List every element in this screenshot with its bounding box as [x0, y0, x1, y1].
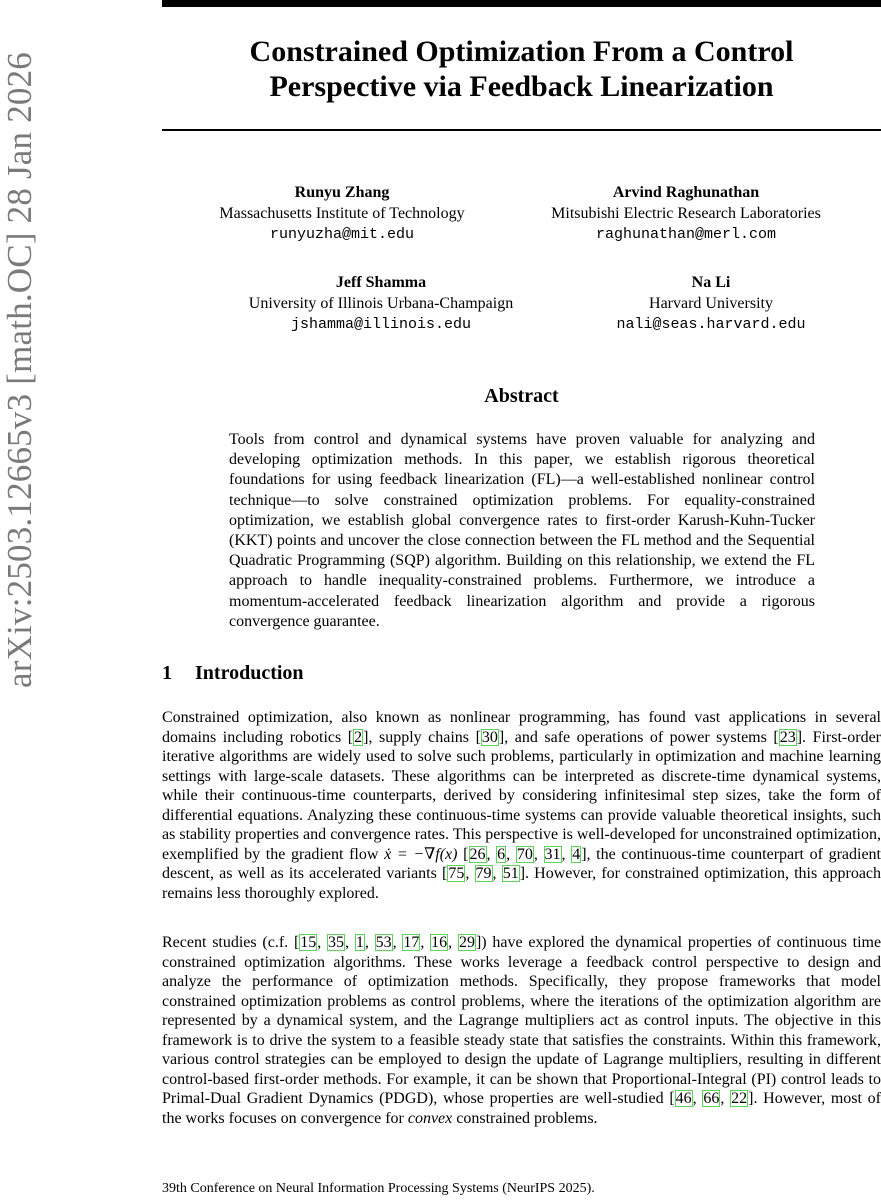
arxiv-stamp	[0, 0, 40, 740]
abstract-heading: Abstract	[484, 385, 559, 407]
section-title: Introduction	[195, 662, 304, 684]
intro-paragraph-2: Recent studies (c.f. [15, 35, 1, 53, 17, 16, 29]) have explored the dynamical properties of continuous time constrained optimization algorithms. These works leverage a feedback control perspective to design and analyze the performance of optimization methods. Specifically, they propose frameworks that model constrained optimization problems as control problems, where the iterations of the optimization algorithm are represented by a dynamical system, and the Lagrange multipliers act as control inputs. The objective in this framework is to drive the system to a feasible steady state that satisfies the constraints. Within this framework, various control strategies can be employed to design the update of Lagrange multipliers, resulting in different control-based first-order methods. For example, it can be shown that Proportional-Integral (PI) control leads to Primal-Dual Gradient Dynamics (PDGD), whose properties are well-studied [46, 66, 22]. However, most of the works focuses on convergence for convex constrained problems.	[162, 934, 881, 1127]
text-run: . First-order iterative algorithms are widely used to solve such problems, particularly in optimization and machine learning settings with large-scale datasets. These algorithms can be interpreted as discrete-time dynamical systems, while their continuous-time counterparts, derived by considering infinitesimal step sizes, take the form of differential equations. Analyzing these continuous-time systems can provide valuable theoretical insights, such as stability properties and convergence rates. This perspective is well-developed for unconstrained optimization, exemplified by the gradient flow	[162, 728, 881, 863]
intro-paragraph-1: Constrained optimization, also known as nonlinear programming, has found vast applications in several domains including robotics [2], supply chains [30], and safe operations of power systems [23]. First-order iterative algorithms are widely used to solve such problems, particularly in optimization and machine learning settings with large-scale datasets. These algorithms can be interpreted as discrete-time dynamical systems, while their continuous-time counterparts, derived by considering infinitesimal step sizes, take the form of differential equations. Analyzing these continuous-time systems can provide valuable theoretical insights, such as stability properties and convergence rates. This perspective is well-developed for unconstrained optimization, exemplified by the gradient flow ẋ = −∇f(x) [26, 6, 70, 31, 4], the continuous-time counterpart of gradient descent, as well as its accelerated variants [75, 79, 51]. However, for constrained optimization, this approach remains less thoroughly explored.	[162, 709, 881, 902]
citation-link[interactable]: 23	[779, 728, 796, 746]
citation-link[interactable]: 31	[544, 845, 561, 863]
author-name: Arvind Raghunathan	[612, 184, 760, 201]
citation-link[interactable]: 66	[703, 1090, 720, 1107]
author-affiliation: Massachusetts Institute of Technology	[219, 205, 465, 222]
text-run: , the continuous-time counterpart of gradient descent, as well as its accelerated variants	[162, 845, 881, 882]
citation-link[interactable]: 51	[502, 865, 519, 882]
title-line-2: Perspective via Feedback Linearization	[269, 70, 774, 103]
citation-link[interactable]: 70	[516, 845, 533, 863]
citation-link[interactable]: 16	[431, 934, 448, 951]
author-block-4	[511, 272, 881, 335]
title-line-1: Constrained Optimization From a Control	[249, 35, 794, 68]
citation-link[interactable]: 35	[328, 934, 345, 951]
text-run: Constrained optimization, also known as nonlinear programming, has found vast applications in several domains including robotics	[162, 709, 881, 746]
title-bottom-rule	[162, 129, 881, 131]
citation-link[interactable]: 22	[731, 1090, 748, 1107]
citation-link[interactable]: 4	[572, 845, 581, 863]
title-top-rule	[162, 0, 881, 7]
citation-link[interactable]: 17	[403, 934, 420, 951]
author-email[interactable]: runyuzha@mit.edu	[269, 226, 415, 243]
citation-link[interactable]: 1	[355, 934, 364, 951]
citation-link[interactable]: 46	[675, 1090, 692, 1107]
text-run: , and safe operations of power systems	[504, 728, 774, 746]
author-affiliation: University of Illinois Urbana-Champaign	[248, 295, 514, 312]
section-number: 1	[162, 662, 172, 684]
gradient-flow-equation: ẋ = −∇f(x)	[384, 845, 458, 863]
section-heading	[162, 662, 304, 685]
author-email[interactable]: jshamma@illinois.edu	[290, 316, 472, 333]
emphasis-convex: convex	[407, 1109, 453, 1127]
author-name: Runyu Zhang	[294, 184, 390, 201]
citation-link[interactable]: 79	[475, 865, 492, 882]
text-run: Recent studies (c.f.	[162, 934, 294, 951]
author-email[interactable]: raghunathan@merl.com	[595, 226, 777, 243]
conference-footer: 39th Conference on Neural Information Processing Systems (NeurIPS 2025).	[162, 1181, 595, 1196]
text-run: . However, most of the works focuses on convergence for	[162, 1090, 881, 1127]
author-affiliation: Mitsubishi Electric Research Laboratories	[551, 205, 821, 222]
citation-link[interactable]: 75	[448, 865, 465, 882]
text-run: . However, for constrained optimization, this approach remains less thoroughly explored.	[162, 865, 881, 902]
citation-link[interactable]: 53	[375, 934, 392, 951]
author-name: Jeff Shamma	[335, 274, 427, 291]
paper-title	[162, 34, 881, 104]
author-email[interactable]: nali@seas.harvard.edu	[616, 316, 806, 333]
text-run: , supply chains	[368, 728, 476, 746]
abstract-text: Tools from control and dynamical systems have proven valuable for analyzing and developing optimization methods. In this paper, we establish rigorous theoretical foundations for using feedback linearization (FL)—a well-established nonlinear control technique—to solve constrained optimization problems. For equality-constrained optimization, we establish global convergence rates to first-order Karush-Kuhn-Tucker (KKT) points and uncover the close connection between the FL method and the Sequential Quadratic Programming (SQP) algorithm. Building on this relationship, we extend the FL approach to handle inequality-constrained problems. Furthermore, we introduce a momentum-accelerated feedback linearization algorithm and provide a rigorous convergence guarantee.	[229, 431, 815, 630]
author-block-1	[142, 182, 542, 245]
citation-link[interactable]: 15	[300, 934, 317, 951]
arxiv-stamp-text: arXiv:2503.12665v3 [math.OC] 28 Jan 2026	[0, 52, 40, 688]
citation-link[interactable]: 6	[497, 845, 506, 863]
citation-link[interactable]: 29	[458, 934, 475, 951]
citation-link[interactable]: 2	[354, 728, 363, 746]
citation-link[interactable]: 26	[469, 845, 486, 863]
text-run: constrained problems.	[452, 1109, 598, 1127]
author-affiliation: Harvard University	[649, 295, 773, 312]
author-name: Na Li	[691, 274, 731, 291]
citation-link[interactable]: 30	[481, 728, 498, 746]
author-block-2	[486, 182, 881, 245]
text-run: ) have explored the dynamical properties of continuous time constrained optimization algorithms. These works leverage a feedback control perspective to design and analyze the performance of optimization methods. Specifically, they propose frameworks that model constrained optimization problems as control problems, where the iterations of the optimization algorithm are represented by a dynamical system, and the Lagrange multipliers act as control inputs. The objective in this framework is to drive the system to a feasible steady state that satisfies the constraints. Within this framework, various control strategies can be employed to design the update of Lagrange multipliers, resulting in different control-based first-order methods. For example, it can be shown that Proportional-Integral (PI) control leads to Primal-Dual Gradient Dynamics (PDGD), whose properties are well-studied	[162, 934, 881, 1107]
